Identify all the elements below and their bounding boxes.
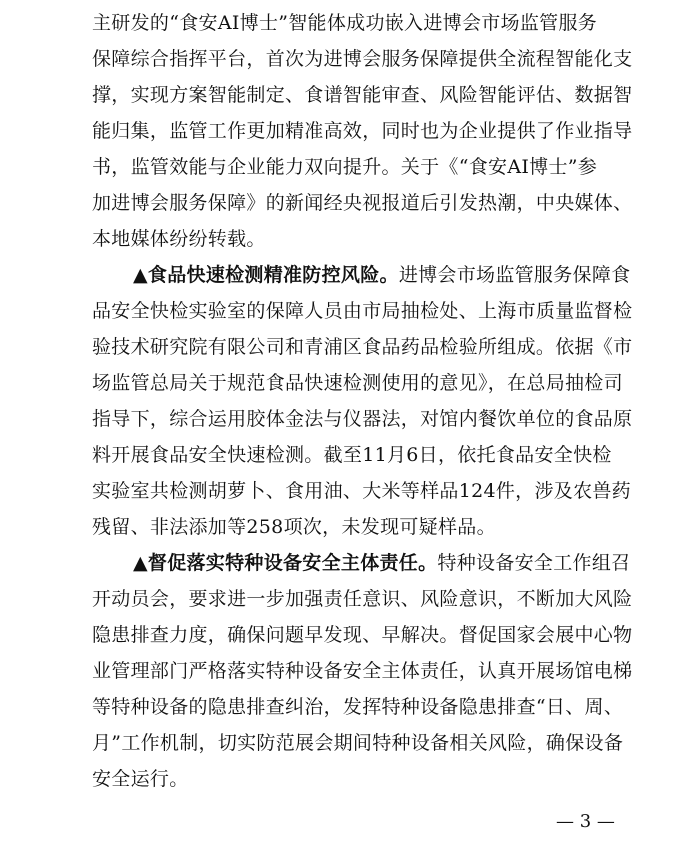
paragraph-2-line-6: 料开展食品安全快速检测。截至11月6日，依托食品安全快检 bbox=[92, 444, 612, 466]
paragraph-2-line-2: 品安全快检实验室的保障人员由市局抽检处、上海市质量监督检 bbox=[92, 300, 633, 322]
paragraph-2-line-7: 实验室共检测胡萝卜、食用油、大米等样品124件，涉及农兽药 bbox=[92, 480, 631, 502]
paragraph-3-line-3: 隐患排查力度，确保问题早发现、早解决。督促国家会展中心物 bbox=[92, 624, 633, 646]
paragraph-1-line-3: 撑，实现方案智能制定、食谱智能审查、风险智能评估、数据智 bbox=[92, 84, 633, 106]
paragraph-3-line-4: 业管理部门严格落实特种设备安全主体责任，认真开展场馆电梯 bbox=[92, 660, 633, 682]
paragraph-3-line-2: 开动员会，要求进一步加强责任意识、风险意识，不断加大风险 bbox=[92, 588, 633, 610]
paragraph-2-first-line-text: 进博会市场监管服务保障食 bbox=[398, 264, 631, 286]
paragraph-3-heading: ▲督促落实特种设备安全主体责任。 bbox=[133, 552, 438, 574]
paragraph-2-line-4: 场监管总局关于规范食品快速检测使用的意见》，在总局抽检司 bbox=[92, 372, 623, 394]
paragraph-1-line-1: 主研发的“食安AI博士”智能体成功嵌入进博会市场监管服务 bbox=[92, 12, 598, 34]
paragraph-3-line-5: 等特种设备的隐患排查纠治，发挥特种设备隐患排查“日、周、 bbox=[92, 696, 624, 718]
paragraph-2-line-5: 指导下，综合运用胶体金法与仪器法，对馆内餐饮单位的食品原 bbox=[92, 408, 633, 430]
paragraph-3-line-7: 安全运行。 bbox=[92, 768, 189, 790]
page-number: — 3 — bbox=[556, 811, 615, 832]
paragraph-1-line-6: 加进博会服务保障》的新闻经央视报道后引发热潮，中央媒体、 bbox=[92, 192, 633, 214]
paragraph-2-line-3: 验技术研究院有限公司和青浦区食品药品检验所组成。依据《市 bbox=[92, 336, 633, 358]
paragraph-1-line-5: 书，监管效能与企业能力双向提升。关于《“食安AI博士”参 bbox=[92, 156, 598, 178]
paragraph-3-line-6: 月”工作机制，切实防范展会期间特种设备相关风险，确保设备 bbox=[92, 732, 624, 754]
paragraph-3-first-line-text: 特种设备安全工作组召 bbox=[437, 552, 631, 574]
paragraph-2-heading: ▲食品快速检测精准防控风险。 bbox=[133, 264, 399, 286]
paragraph-3-first-line bbox=[133, 551, 633, 575]
paragraph-1-line-4: 能归集，监管工作更加精准高效，同时也为企业提供了作业指导 bbox=[92, 120, 633, 142]
paragraph-1-line-7: 本地媒体纷纷转载。 bbox=[92, 228, 266, 250]
paragraph-2-line-8: 残留、非法添加等258项次，未发现可疑样品。 bbox=[92, 516, 496, 538]
paragraph-2-first-line bbox=[133, 263, 633, 287]
paragraph-1-line-2: 保障综合指挥平台，首次为进博会服务保障提供全流程智能化支 bbox=[92, 48, 633, 70]
